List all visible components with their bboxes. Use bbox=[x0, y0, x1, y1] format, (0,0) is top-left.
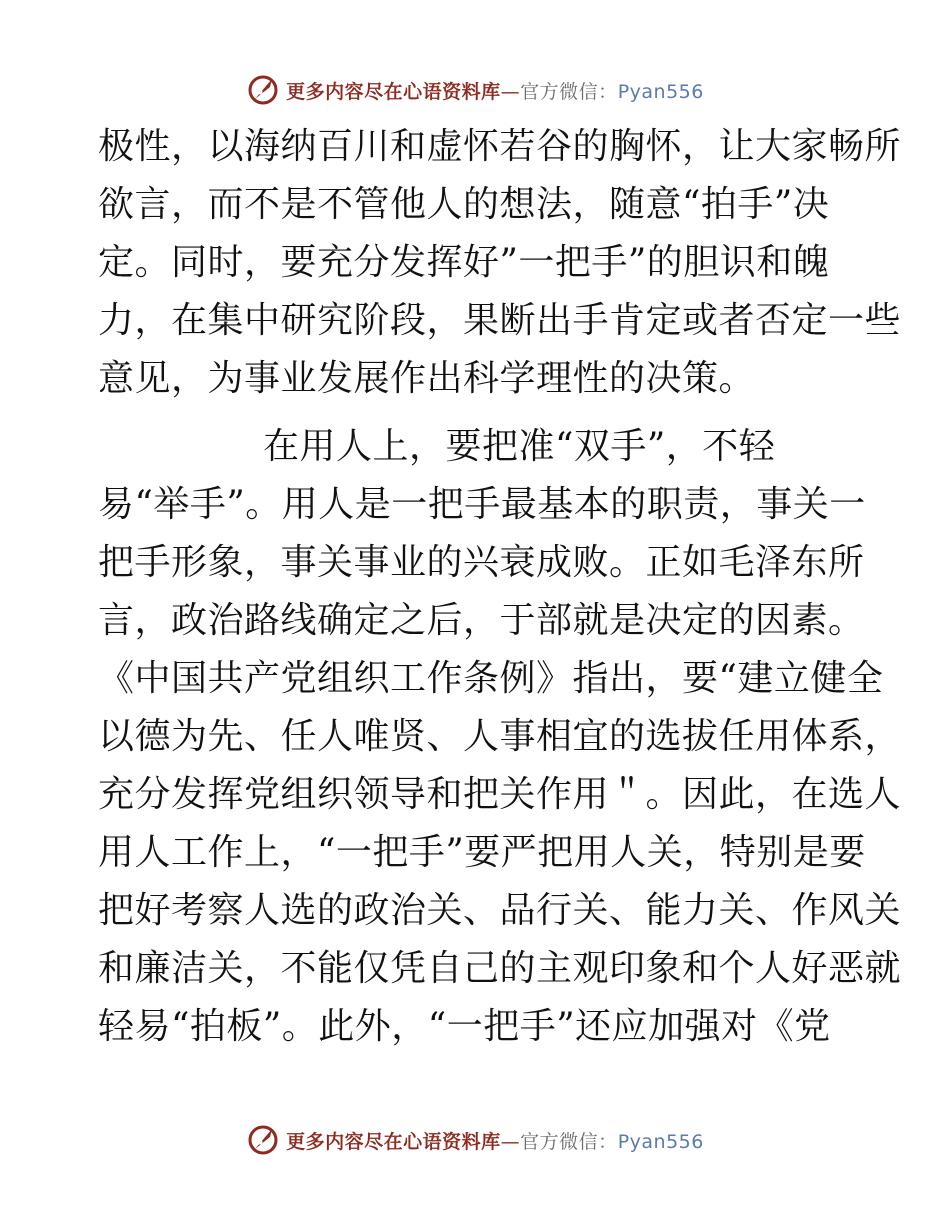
text-line: 欲言，而不是不管他人的想法，随意“拍手”决 bbox=[98, 184, 830, 225]
text-line: 以德为先、任人唯贤、人事相宜的选拔任用体系， bbox=[98, 716, 902, 757]
text-line: 把好考察人选的政治关、品行关、能力关、作风关 bbox=[98, 890, 902, 931]
text-line: 充分发挥党组织领导和把关作用＂。因此，在选人 bbox=[98, 774, 902, 815]
footer-banner-wechat-id: Pyan556 bbox=[617, 1130, 704, 1153]
header-banner bbox=[0, 70, 950, 110]
header-banner-main: 更多内容尽在心语资料库 bbox=[286, 80, 501, 103]
text-line: 极性，以海纳百川和虚怀若谷的胸怀，让大家畅所 bbox=[98, 126, 902, 167]
footer-banner-dash: — bbox=[500, 1130, 521, 1153]
footer-banner-main: 更多内容尽在心语资料库 bbox=[286, 1130, 501, 1153]
header-banner-dash: — bbox=[500, 80, 521, 103]
text-line: 言，政治路线确定之后，于部就是决定的因素。 bbox=[98, 600, 865, 641]
text-line: 意见，为事业发展作出科学理性的决策。 bbox=[98, 358, 756, 399]
footer-banner-wechat-label: 官方微信： bbox=[520, 1130, 618, 1153]
footer-banner bbox=[0, 1120, 950, 1160]
paragraph-1 bbox=[98, 118, 902, 408]
quill-pen-circle-icon bbox=[246, 1123, 280, 1157]
quill-pen-circle-icon bbox=[246, 73, 280, 107]
paragraph-gap bbox=[98, 408, 858, 418]
header-banner-wechat-id: Pyan556 bbox=[617, 80, 704, 103]
text-line: 把手形象，事关事业的兴衰成败。正如毛泽东所 bbox=[98, 542, 865, 583]
text-line: 轻易“拍板”。此外，“一把手”还应加强对《党 bbox=[98, 1006, 831, 1047]
text-line: 在用人上，要把准“双手”，不轻 bbox=[263, 426, 776, 467]
text-line: 用人工作上，“一把手”要严把用人关，特别是要 bbox=[98, 832, 866, 873]
text-line: 和廉洁关，不能仅凭自己的主观印象和个人好恶就 bbox=[98, 948, 902, 989]
paragraph-2 bbox=[98, 418, 902, 1056]
document-body bbox=[98, 118, 902, 1056]
footer-banner-text bbox=[286, 1127, 704, 1154]
header-banner-text bbox=[286, 77, 704, 104]
text-line: 易“举手”。用人是一把手最基本的职责，事关一 bbox=[98, 484, 866, 525]
text-line: 力，在集中研究阶段，果断出手肯定或者否定一些 bbox=[98, 300, 902, 341]
text-line: 《中国共产党组织工作条例》指出，要“建立健全 bbox=[98, 658, 884, 699]
text-line: 定。同时，要充分发挥好”一把手”的胆识和魄 bbox=[98, 242, 830, 283]
header-banner-wechat-label: 官方微信： bbox=[520, 80, 618, 103]
